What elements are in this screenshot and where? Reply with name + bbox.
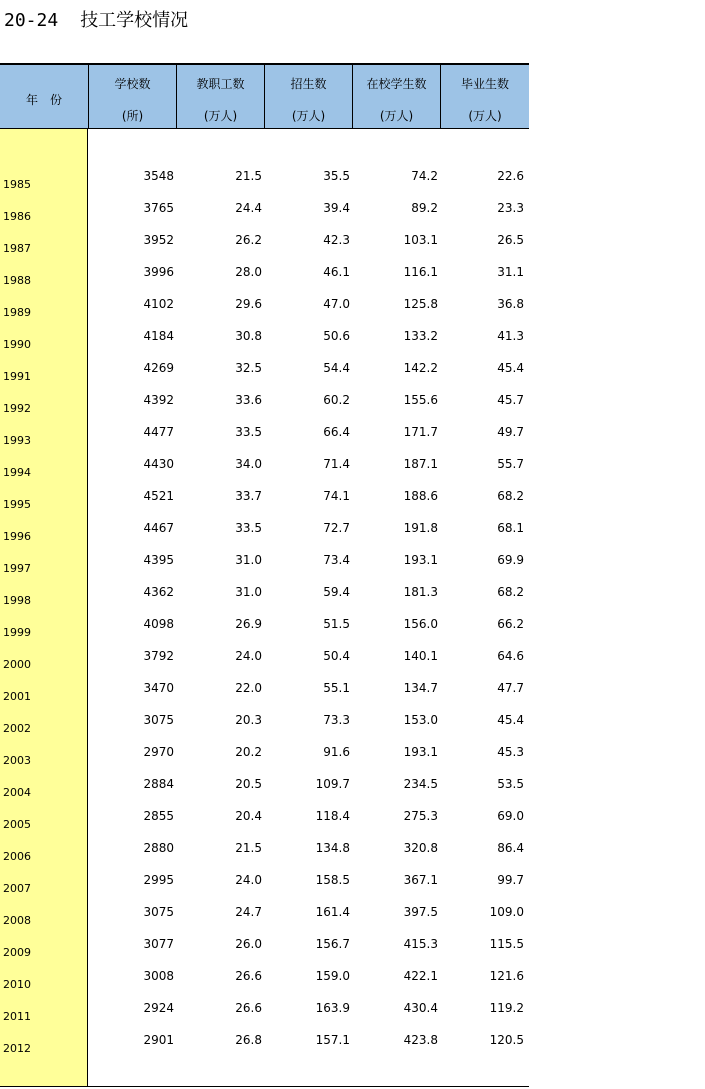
row-value: 33.5 — [235, 425, 262, 439]
row-value: 171.7 — [403, 425, 438, 439]
row-value: 73.3 — [323, 713, 350, 727]
row-value: 69.0 — [497, 809, 524, 823]
row-value: 68.2 — [497, 489, 524, 503]
row-value: 21.5 — [235, 841, 262, 855]
row-value: 24.7 — [235, 905, 262, 919]
row-value: 22.6 — [497, 169, 524, 183]
row-year: 2001 — [3, 690, 31, 703]
row-value: 46.1 — [323, 265, 350, 279]
row-value: 2901 — [143, 1033, 174, 1047]
table-row — [0, 713, 529, 745]
row-value: 4102 — [143, 297, 174, 311]
table-row — [0, 937, 529, 969]
row-value: 55.1 — [323, 681, 350, 695]
row-year: 1990 — [3, 338, 31, 351]
row-year: 1999 — [3, 626, 31, 639]
row-year: 2005 — [3, 818, 31, 831]
row-year: 2010 — [3, 978, 31, 991]
row-value: 397.5 — [403, 905, 438, 919]
row-value: 3952 — [143, 233, 174, 247]
header-label: 招生数 — [290, 77, 327, 91]
table-row — [0, 873, 529, 905]
row-year: 1996 — [3, 530, 31, 543]
row-value: 193.1 — [403, 745, 438, 759]
table-row — [0, 649, 529, 681]
row-value: 3075 — [143, 713, 174, 727]
table-row — [0, 1033, 529, 1065]
row-year: 1997 — [3, 562, 31, 575]
header-unit: (万人) — [291, 109, 326, 123]
row-value: 73.4 — [323, 553, 350, 567]
row-value: 28.0 — [235, 265, 262, 279]
row-value: 120.5 — [489, 1033, 524, 1047]
row-value: 3792 — [143, 649, 174, 663]
row-year: 2002 — [3, 722, 31, 735]
table-row — [0, 617, 529, 649]
row-value: 60.2 — [323, 393, 350, 407]
row-value: 109.7 — [315, 777, 350, 791]
row-value: 367.1 — [403, 873, 438, 887]
row-value: 2855 — [143, 809, 174, 823]
row-value: 423.8 — [403, 1033, 438, 1047]
row-year: 2012 — [3, 1042, 31, 1055]
table-row — [0, 489, 529, 521]
row-value: 20.3 — [235, 713, 262, 727]
row-value: 134.8 — [315, 841, 350, 855]
table-row — [0, 585, 529, 617]
row-value: 20.4 — [235, 809, 262, 823]
table-row — [0, 457, 529, 489]
row-value: 34.0 — [235, 457, 262, 471]
row-value: 121.6 — [489, 969, 524, 983]
header-unit: (万人) — [379, 109, 414, 123]
row-value: 31.1 — [497, 265, 524, 279]
row-value: 116.1 — [403, 265, 438, 279]
table-row — [0, 905, 529, 937]
row-value: 39.4 — [323, 201, 350, 215]
row-value: 66.2 — [497, 617, 524, 631]
row-year: 1987 — [3, 242, 31, 255]
row-year: 1985 — [3, 178, 31, 191]
row-value: 51.5 — [323, 617, 350, 631]
row-value: 32.5 — [235, 361, 262, 375]
row-value: 26.9 — [235, 617, 262, 631]
row-value: 157.1 — [315, 1033, 350, 1047]
table-body — [0, 129, 529, 1087]
table-row — [0, 265, 529, 297]
table-row — [0, 393, 529, 425]
row-value: 33.6 — [235, 393, 262, 407]
table-row — [0, 361, 529, 393]
row-value: 33.5 — [235, 521, 262, 535]
table-row — [0, 553, 529, 585]
row-value: 2880 — [143, 841, 174, 855]
row-value: 142.2 — [403, 361, 438, 375]
table-row — [0, 233, 529, 265]
header-year — [0, 65, 88, 128]
row-year: 2003 — [3, 754, 31, 767]
row-value: 4098 — [143, 617, 174, 631]
row-value: 20.2 — [235, 745, 262, 759]
row-value: 163.9 — [315, 1001, 350, 1015]
row-value: 45.4 — [497, 361, 524, 375]
row-value: 2995 — [143, 873, 174, 887]
row-value: 53.5 — [497, 777, 524, 791]
row-value: 26.8 — [235, 1033, 262, 1047]
header-enrollment — [264, 65, 352, 128]
table-row — [0, 521, 529, 553]
row-value: 31.0 — [235, 553, 262, 567]
row-value: 2884 — [143, 777, 174, 791]
row-value: 3996 — [143, 265, 174, 279]
row-value: 22.0 — [235, 681, 262, 695]
header-unit: (万人) — [468, 109, 502, 123]
row-value: 153.0 — [403, 713, 438, 727]
row-value: 49.7 — [497, 425, 524, 439]
row-value: 36.8 — [497, 297, 524, 311]
row-value: 191.8 — [403, 521, 438, 535]
table-row — [0, 681, 529, 713]
row-year: 1989 — [3, 306, 31, 319]
row-value: 21.5 — [235, 169, 262, 183]
header-staff — [176, 65, 264, 128]
row-value: 158.5 — [315, 873, 350, 887]
row-year: 1995 — [3, 498, 31, 511]
row-value: 3077 — [143, 937, 174, 951]
row-value: 99.7 — [497, 873, 524, 887]
row-year: 2006 — [3, 850, 31, 863]
table-row — [0, 809, 529, 841]
row-value: 4467 — [143, 521, 174, 535]
row-year: 1994 — [3, 466, 31, 479]
header-label: 教职工数 — [196, 77, 245, 91]
row-value: 156.7 — [315, 937, 350, 951]
table-row — [0, 425, 529, 457]
header-unit: (万人) — [203, 109, 238, 123]
row-value: 103.1 — [403, 233, 438, 247]
row-value: 64.6 — [497, 649, 524, 663]
row-year: 1988 — [3, 274, 31, 287]
row-value: 415.3 — [403, 937, 438, 951]
row-value: 119.2 — [489, 1001, 524, 1015]
row-value: 140.1 — [403, 649, 438, 663]
row-value: 66.4 — [323, 425, 350, 439]
header-graduates — [440, 65, 529, 128]
row-value: 109.0 — [489, 905, 524, 919]
header-label: 毕业生数 — [460, 77, 509, 91]
header-label: 学校数 — [114, 77, 151, 91]
table-row — [0, 329, 529, 361]
row-value: 69.9 — [497, 553, 524, 567]
row-value: 26.0 — [235, 937, 262, 951]
row-value: 125.8 — [403, 297, 438, 311]
row-value: 118.4 — [315, 809, 350, 823]
row-value: 20.5 — [235, 777, 262, 791]
row-value: 31.0 — [235, 585, 262, 599]
row-value: 41.3 — [497, 329, 524, 343]
row-value: 26.5 — [497, 233, 524, 247]
row-value: 24.4 — [235, 201, 262, 215]
row-year: 1998 — [3, 594, 31, 607]
header-label: 在校学生数 — [366, 77, 427, 91]
row-value: 193.1 — [403, 553, 438, 567]
row-value: 161.4 — [315, 905, 350, 919]
row-value: 68.2 — [497, 585, 524, 599]
row-value: 4184 — [143, 329, 174, 343]
table-number: 20-24 — [4, 10, 59, 31]
row-value: 187.1 — [403, 457, 438, 471]
row-value: 3008 — [143, 969, 174, 983]
row-value: 42.3 — [323, 233, 350, 247]
page-title — [4, 6, 188, 32]
header-schools — [88, 65, 176, 128]
row-year: 2000 — [3, 658, 31, 671]
row-value: 86.4 — [497, 841, 524, 855]
row-value: 155.6 — [403, 393, 438, 407]
row-value: 74.1 — [323, 489, 350, 503]
row-value: 4521 — [143, 489, 174, 503]
row-value: 4477 — [143, 425, 174, 439]
row-value: 234.5 — [403, 777, 438, 791]
row-value: 156.0 — [403, 617, 438, 631]
table-header — [0, 63, 529, 129]
table-row — [0, 841, 529, 873]
row-value: 24.0 — [235, 649, 262, 663]
table-row — [0, 297, 529, 329]
row-value: 89.2 — [411, 201, 438, 215]
row-value: 430.4 — [403, 1001, 438, 1015]
row-year: 1993 — [3, 434, 31, 447]
row-value: 26.6 — [235, 1001, 262, 1015]
table-bottom-border — [0, 1086, 529, 1087]
row-value: 4392 — [143, 393, 174, 407]
row-value: 55.7 — [497, 457, 524, 471]
row-value: 50.4 — [323, 649, 350, 663]
row-value: 68.1 — [497, 521, 524, 535]
row-value: 71.4 — [323, 457, 350, 471]
row-value: 4430 — [143, 457, 174, 471]
row-value: 422.1 — [403, 969, 438, 983]
row-value: 4269 — [143, 361, 174, 375]
row-value: 3548 — [143, 169, 174, 183]
table-row — [0, 777, 529, 809]
table-row — [0, 969, 529, 1001]
row-value: 33.7 — [235, 489, 262, 503]
row-value: 50.6 — [323, 329, 350, 343]
row-value: 54.4 — [323, 361, 350, 375]
header-unit: (所) — [121, 109, 144, 123]
table-row — [0, 201, 529, 233]
table-row — [0, 169, 529, 201]
row-year: 1986 — [3, 210, 31, 223]
table-row — [0, 1001, 529, 1033]
row-value: 133.2 — [403, 329, 438, 343]
row-value: 23.3 — [497, 201, 524, 215]
row-value: 45.4 — [497, 713, 524, 727]
row-value: 3470 — [143, 681, 174, 695]
row-value: 275.3 — [403, 809, 438, 823]
row-value: 181.3 — [403, 585, 438, 599]
row-value: 26.2 — [235, 233, 262, 247]
table-row — [0, 745, 529, 777]
row-year: 2007 — [3, 882, 31, 895]
row-value: 2924 — [143, 1001, 174, 1015]
data-table — [0, 63, 529, 1087]
row-value: 74.2 — [411, 169, 438, 183]
row-value: 3765 — [143, 201, 174, 215]
row-value: 45.7 — [497, 393, 524, 407]
header-year-label: 年 份 — [25, 93, 62, 107]
row-value: 72.7 — [323, 521, 350, 535]
row-value: 59.4 — [323, 585, 350, 599]
row-year: 1991 — [3, 370, 31, 383]
row-value: 35.5 — [323, 169, 350, 183]
row-value: 24.0 — [235, 873, 262, 887]
row-value: 91.6 — [323, 745, 350, 759]
row-value: 320.8 — [403, 841, 438, 855]
row-year: 2004 — [3, 786, 31, 799]
row-year: 2008 — [3, 914, 31, 927]
row-value: 4362 — [143, 585, 174, 599]
row-value: 26.6 — [235, 969, 262, 983]
header-students — [352, 65, 440, 128]
row-value: 115.5 — [489, 937, 524, 951]
table-title: 技工学校情况 — [80, 10, 189, 31]
row-value: 47.7 — [497, 681, 524, 695]
row-value: 134.7 — [403, 681, 438, 695]
row-value: 47.0 — [323, 297, 350, 311]
row-value: 4395 — [143, 553, 174, 567]
row-value: 159.0 — [315, 969, 350, 983]
row-year: 1992 — [3, 402, 31, 415]
row-value: 2970 — [143, 745, 174, 759]
row-year: 2009 — [3, 946, 31, 959]
row-value: 45.3 — [497, 745, 524, 759]
row-value: 188.6 — [403, 489, 438, 503]
row-year: 2011 — [3, 1010, 31, 1023]
row-value: 29.6 — [235, 297, 262, 311]
row-value: 30.8 — [235, 329, 262, 343]
row-value: 3075 — [143, 905, 174, 919]
